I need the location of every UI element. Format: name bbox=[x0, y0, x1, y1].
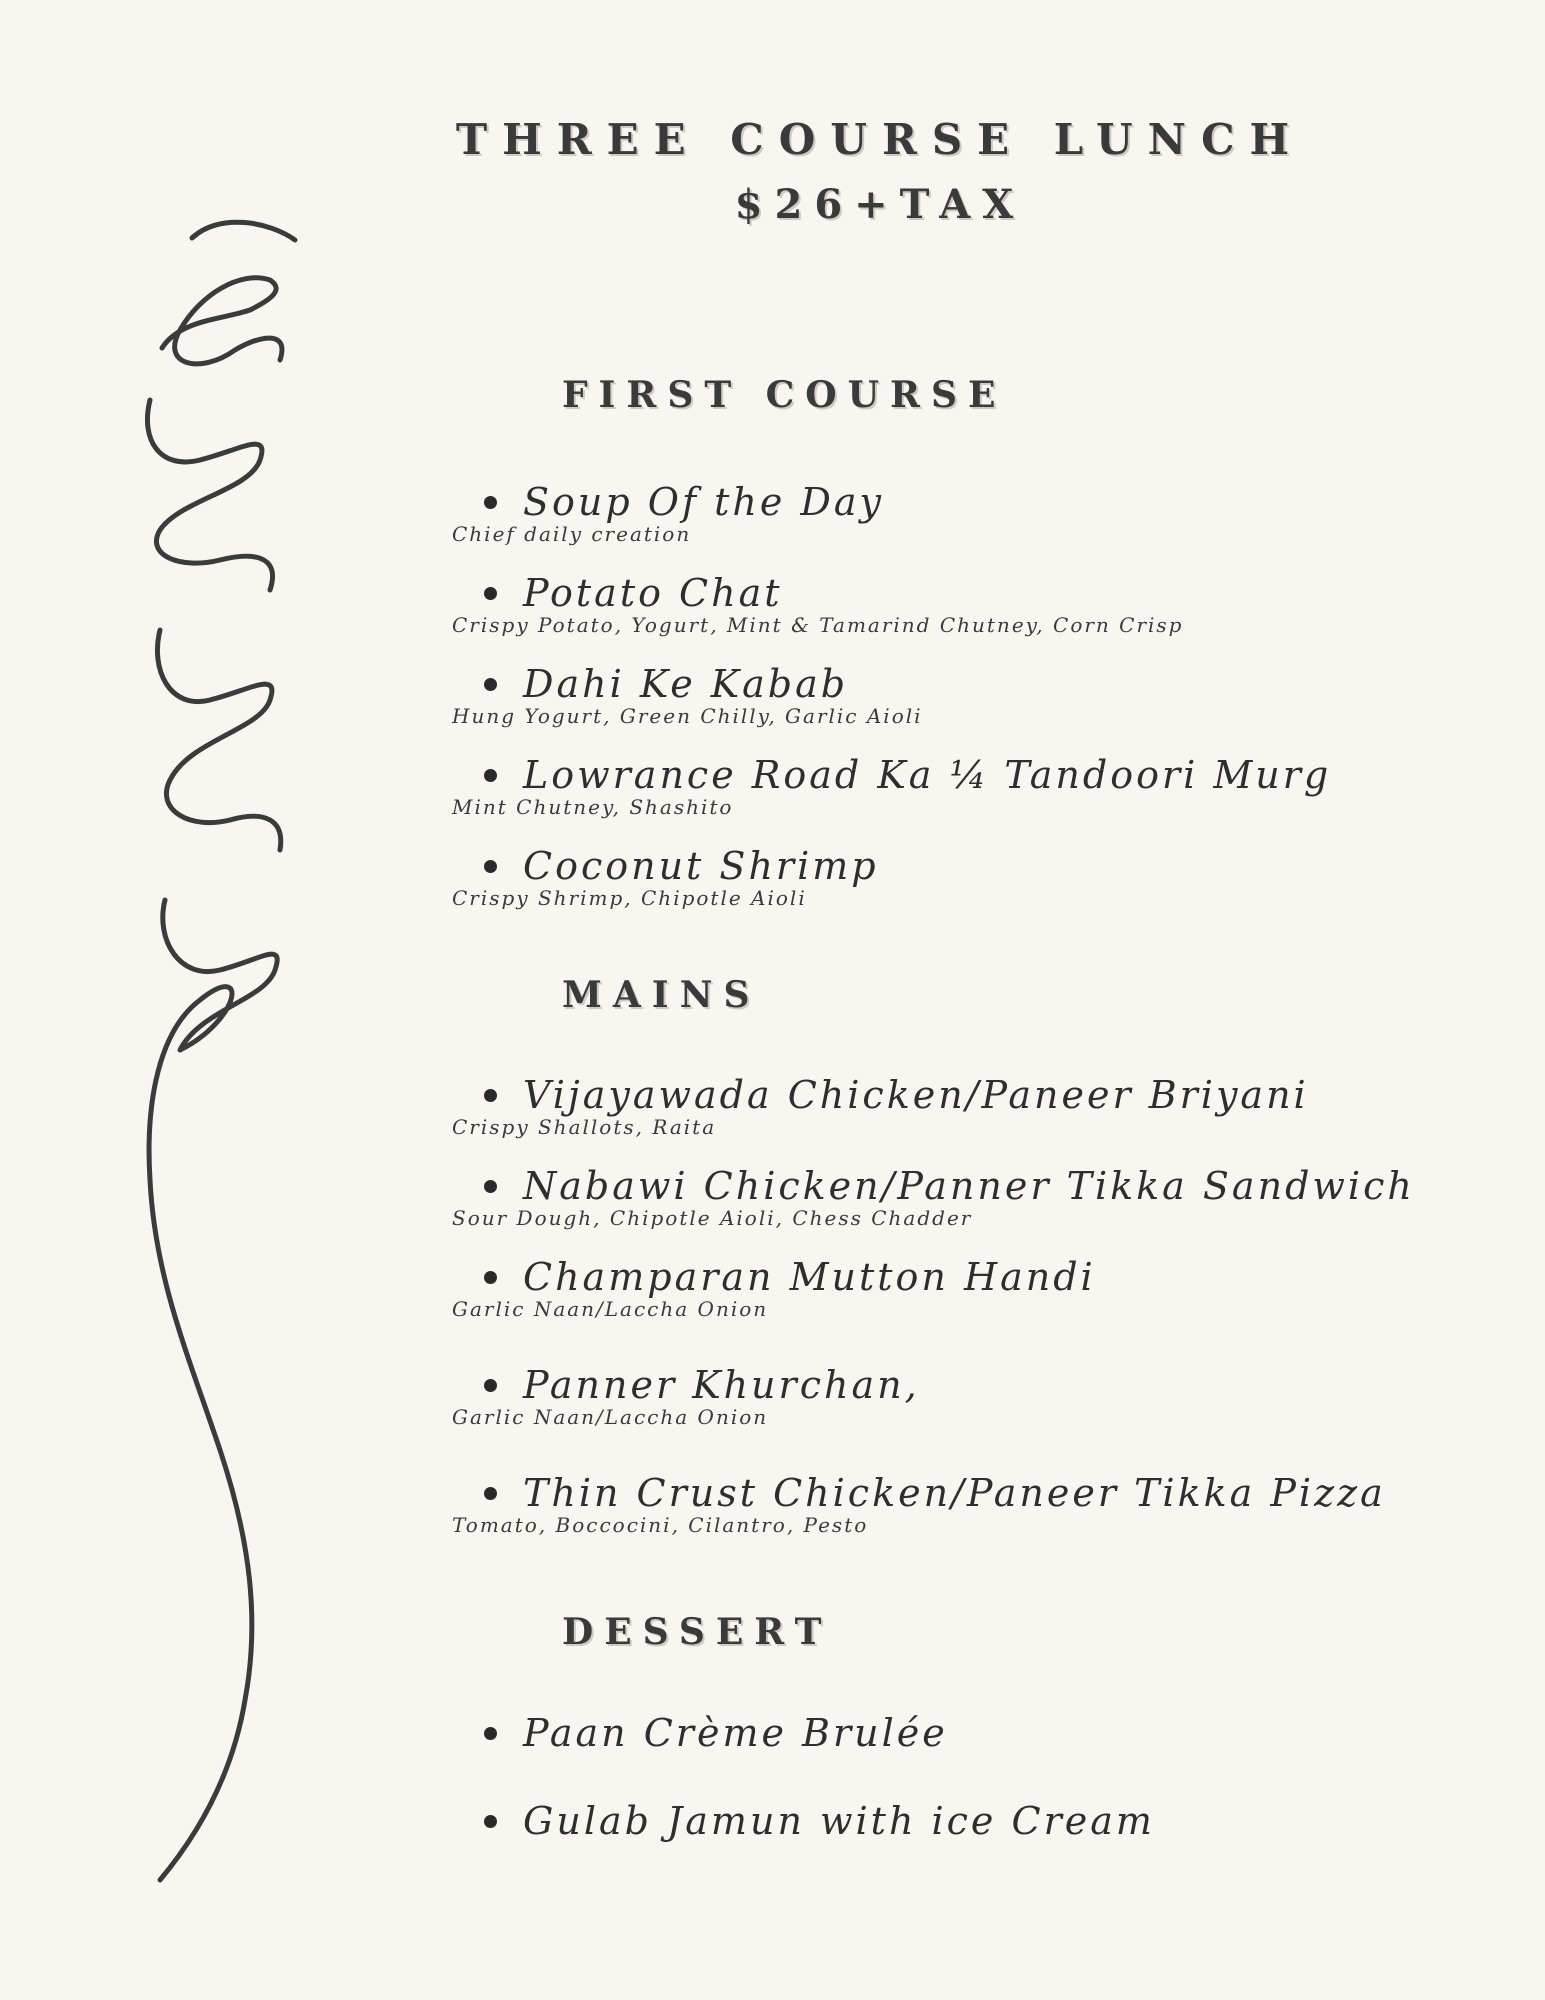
menu-item bbox=[452, 1253, 1096, 1321]
menu-title: THREE COURSE LUNCH bbox=[455, 115, 1305, 164]
menu-item-description: Crispy Potato, Yogurt, Mint & Tamarind Chutney, Corn Crisp bbox=[452, 613, 1184, 637]
menu-item-name: Paan Crème Brulée bbox=[523, 1711, 948, 1755]
menu-item bbox=[452, 569, 1183, 637]
bullet-icon bbox=[484, 1815, 497, 1828]
bullet-icon bbox=[484, 1180, 497, 1193]
menu-item-name: Gulab Jamun with ice Cream bbox=[523, 1799, 1155, 1843]
menu-item-description: Sour Dough, Chipotle Aioli, Chess Chadder bbox=[452, 1206, 973, 1230]
menu-item-name: Nabawi Chicken/Panner Tikka Sandwich bbox=[523, 1164, 1415, 1208]
menu-item-name: Thin Crust Chicken/Paneer Tikka Pizza bbox=[523, 1471, 1386, 1515]
bullet-icon bbox=[484, 496, 497, 509]
menu-item-description: Chief daily creation bbox=[452, 522, 692, 546]
bullet-icon bbox=[484, 860, 497, 873]
bullet-icon bbox=[484, 678, 497, 691]
menu-item-description: Tomato, Boccocini, Cilantro, Pesto bbox=[452, 1513, 869, 1537]
section-title-first-course: FIRST COURSE bbox=[562, 374, 1007, 416]
bullet-icon bbox=[484, 769, 497, 782]
menu-item-name: Panner Khurchan, bbox=[523, 1363, 920, 1407]
handwritten-menu-script-icon bbox=[120, 200, 320, 1900]
menu-item-name: Soup Of the Day bbox=[523, 480, 884, 524]
bullet-icon bbox=[484, 1089, 497, 1102]
menu-item-description: Crispy Shallots, Raita bbox=[452, 1115, 717, 1139]
section-title-dessert: DESSERT bbox=[562, 1611, 833, 1653]
menu-item-description: Hung Yogurt, Green Chilly, Garlic Aioli bbox=[452, 704, 923, 728]
menu-item-name: Vijayawada Chicken/Paneer Briyani bbox=[523, 1073, 1309, 1117]
bullet-icon bbox=[484, 1487, 497, 1500]
menu-item bbox=[452, 1797, 1155, 1845]
bullet-icon bbox=[484, 1727, 497, 1740]
menu-item bbox=[452, 842, 879, 910]
bullet-icon bbox=[484, 587, 497, 600]
section-title-mains: MAINS bbox=[562, 974, 761, 1016]
menu-item bbox=[452, 660, 923, 728]
menu-item bbox=[452, 751, 1331, 819]
menu-item bbox=[452, 478, 884, 546]
menu-item-name: Coconut Shrimp bbox=[523, 844, 879, 888]
menu-item-name: Potato Chat bbox=[523, 571, 783, 615]
menu-item bbox=[452, 1071, 1309, 1139]
menu-header bbox=[440, 110, 1320, 236]
menu-item bbox=[452, 1162, 1415, 1230]
menu-item bbox=[452, 1469, 1386, 1537]
menu-item-name: Lowrance Road Ka ¼ Tandoori Murg bbox=[523, 753, 1332, 797]
menu-item-description: Mint Chutney, Shashito bbox=[452, 795, 734, 819]
menu-item-name: Champaran Mutton Handi bbox=[523, 1255, 1096, 1299]
bullet-icon bbox=[484, 1379, 497, 1392]
menu-item-description: Crispy Shrimp, Chipotle Aioli bbox=[452, 886, 807, 910]
bullet-icon bbox=[484, 1271, 497, 1284]
menu-item bbox=[452, 1709, 948, 1757]
menu-item-name: Dahi Ke Kabab bbox=[523, 662, 849, 706]
menu-price: $26+TAX bbox=[734, 181, 1026, 228]
menu-item-description: Garlic Naan/Laccha Onion bbox=[452, 1297, 769, 1321]
menu-item bbox=[452, 1361, 920, 1429]
menu-item-description: Garlic Naan/Laccha Onion bbox=[452, 1405, 769, 1429]
